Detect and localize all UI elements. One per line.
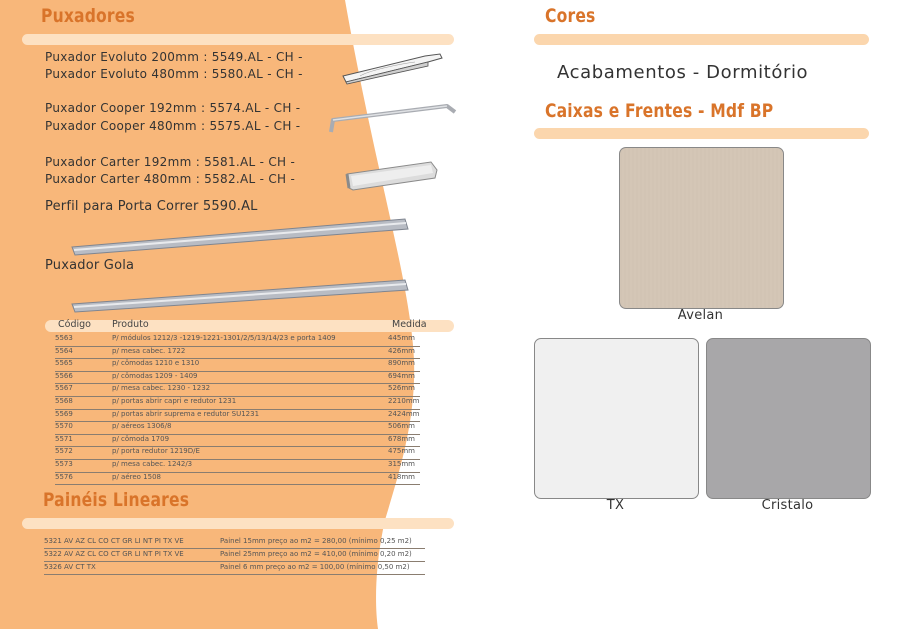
cell-produto: p/ cômodas 1209 - 1409 <box>112 371 198 380</box>
cell-codigo: 5569 <box>55 409 73 418</box>
cell-medida: 2210mm <box>388 397 420 405</box>
wood-grain-texture <box>620 148 783 308</box>
table-row <box>55 409 420 423</box>
cell-produto: p/ porta redutor 1219D/E <box>112 447 200 456</box>
cell-codigo: 5576 <box>55 472 73 481</box>
table-header-produto: Produto <box>112 319 149 330</box>
painel-codes: 5321 AV AZ CL CO CT GR LI NT PI TX VE <box>44 537 184 545</box>
table-row <box>55 472 420 486</box>
swatch-label-tx: TX <box>606 498 625 513</box>
table-header-medida: Medida <box>392 319 427 330</box>
paineis-lineares-title: Painéis Lineares <box>43 489 190 511</box>
perfil-profile-image <box>70 217 410 257</box>
cell-produto: p/ cômoda 1709 <box>112 434 170 443</box>
painel-price: Painel 25mm preço ao m2 = 410,00 (mínimo 0,20 m2) <box>220 550 412 558</box>
cell-codigo: 5573 <box>55 460 73 468</box>
painel-codes: 5322 AV AZ CL CO CT GR LI NT PI TX VE <box>44 550 184 558</box>
table-row <box>55 434 420 448</box>
cores-title-bar <box>534 34 869 45</box>
cell-produto: p/ portas abrir suprema e redutor SU1231 <box>112 409 260 418</box>
table-row <box>55 459 420 473</box>
table-row <box>55 446 420 460</box>
acabamentos-subtitle: Acabamentos - Dormitório <box>557 62 809 83</box>
product-line: Puxador Evoluto 480mm : 5580.AL - CH - <box>45 67 303 81</box>
caixas-title-bar <box>534 128 869 139</box>
painel-codes: 5326 AV CT TX <box>44 563 96 571</box>
cell-produto: p/ mesa cabec. 1242/3 <box>112 460 193 468</box>
swatch-tx[interactable] <box>534 338 699 499</box>
cell-produto: p/ cômodas 1210 e 1310 <box>112 359 200 368</box>
puxadores-title: Puxadores <box>41 5 135 27</box>
product-line: Puxador Carter 480mm : 5582.AL - CH - <box>45 172 296 186</box>
puxadores-title-bar <box>22 34 454 45</box>
table-header-codigo: Código <box>58 319 91 330</box>
cores-title: Cores <box>545 5 596 27</box>
cell-medida: 694mm <box>388 371 415 380</box>
cell-codigo: 5564 <box>55 346 73 355</box>
table-row <box>55 383 420 397</box>
cell-codigo: 5566 <box>55 371 73 380</box>
cell-codigo: 5563 <box>55 334 73 342</box>
cell-medida: 506mm <box>388 422 415 431</box>
painel-row <box>44 561 425 575</box>
product-line: Puxador Carter 192mm : 5581.AL - CH - <box>45 155 296 169</box>
carter-handle-image <box>345 160 440 192</box>
gola-profile-image <box>70 278 410 314</box>
cell-medida: 426mm <box>388 346 415 355</box>
table-row <box>55 358 420 372</box>
cell-medida: 678mm <box>388 434 415 443</box>
table-row <box>55 333 420 347</box>
cell-produto: P/ módulos 1212/3 -1219-1221-1301/2/5/13/14/23 e porta 1409 <box>112 334 336 342</box>
cell-codigo: 5571 <box>55 434 73 443</box>
table-row <box>55 346 420 360</box>
cell-produto: p/ aéreo 1508 <box>112 472 161 481</box>
swatch-avelan[interactable] <box>619 147 784 309</box>
cell-medida: 890mm <box>388 359 415 368</box>
cell-medida: 475mm <box>388 447 415 456</box>
cooper-handle-image <box>327 100 457 136</box>
product-line: Puxador Cooper 480mm : 5575.AL - CH - <box>45 119 301 133</box>
cell-medida: 315mm <box>388 460 415 468</box>
product-line: Puxador Cooper 192mm : 5574.AL - CH - <box>45 101 301 115</box>
cell-medida: 445mm <box>388 334 415 342</box>
cell-medida: 2424mm <box>388 409 420 418</box>
cell-medida: 418mm <box>388 472 415 481</box>
painel-price: Painel 6 mm preço ao m2 = 100,00 (mínimo 0,50 m2) <box>220 563 410 571</box>
evoluto-handle-image <box>340 50 445 85</box>
table-row <box>55 371 420 385</box>
cell-codigo: 5568 <box>55 397 73 405</box>
perfil-porta-correr-label: Perfil para Porta Correr 5590.AL <box>45 199 258 214</box>
table-row <box>55 421 420 435</box>
painel-price: Painel 15mm preço ao m2 = 280,00 (mínimo 0,25 m2) <box>220 537 412 545</box>
cell-medida: 526mm <box>388 384 415 393</box>
painel-row <box>44 535 425 549</box>
cell-codigo: 5570 <box>55 422 73 431</box>
swatch-label-avelan: Avelan <box>677 308 724 323</box>
table-row <box>55 396 420 410</box>
caixas-frentes-title: Caixas e Frentes - Mdf BP <box>545 100 774 122</box>
swatch-label-cristalo: Cristalo <box>761 498 814 513</box>
painel-row <box>44 548 425 562</box>
cell-produto: p/ mesa cabec. 1722 <box>112 346 186 355</box>
cell-produto: p/ aéreos 1306/8 <box>112 422 172 431</box>
cell-codigo: 5572 <box>55 447 73 456</box>
cell-codigo: 5567 <box>55 384 73 393</box>
cell-produto: p/ portas abrir capri e redutor 1231 <box>112 397 237 405</box>
cell-codigo: 5565 <box>55 359 73 368</box>
cell-produto: p/ mesa cabec. 1230 - 1232 <box>112 384 211 393</box>
paineis-title-bar <box>22 518 454 529</box>
product-line: Puxador Evoluto 200mm : 5549.AL - CH - <box>45 50 303 64</box>
swatch-cristalo[interactable] <box>706 338 871 499</box>
puxador-gola-label: Puxador Gola <box>45 258 135 273</box>
